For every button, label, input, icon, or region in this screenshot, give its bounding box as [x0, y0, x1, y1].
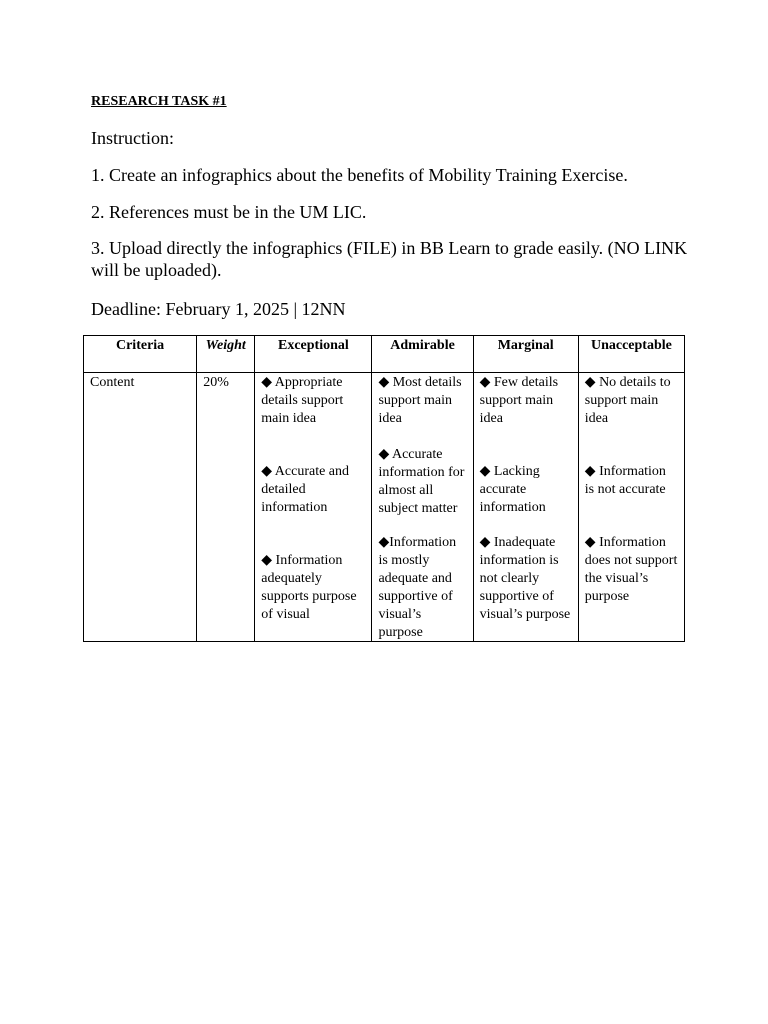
header-admirable: Admirable: [372, 336, 473, 373]
rubric-table: [83, 335, 685, 642]
header-marginal: Marginal: [473, 336, 578, 373]
instruction-item-2: 2. References must be in the UM LIC.: [91, 202, 367, 222]
cell-weight: 20%: [197, 373, 255, 642]
marginal-point-3: ◆ Inadequate information is not clearly supportive of visual’s purpose: [479, 535, 571, 622]
instruction-item-1: 1. Create an infographics about the benefits of Mobility Training Exercise.: [91, 165, 628, 185]
header-exceptional: Exceptional: [255, 336, 372, 373]
exceptional-point-2: ◆ Accurate and detailed information: [261, 464, 350, 515]
cell-criteria: Content: [84, 373, 197, 642]
cell-marginal: [473, 373, 578, 642]
rubric-header-row: [84, 336, 685, 373]
admirable-point-1: ◆ Most details support main idea: [378, 375, 462, 426]
marginal-point-2: ◆ Lacking accurate information: [479, 464, 546, 515]
unacceptable-point-2: ◆ Information is not accurate: [584, 464, 666, 497]
unacceptable-point-1: ◆ No details to support main idea: [584, 375, 671, 426]
exceptional-point-3: ◆ Information adequately supports purpose of visual: [261, 553, 357, 622]
cell-admirable: [372, 373, 473, 642]
document-title: RESEARCH TASK #1: [91, 94, 227, 109]
instruction-label: Instruction:: [91, 128, 174, 148]
admirable-point-2: ◆ Accurate information for almost all subject matter: [378, 447, 465, 516]
header-unacceptable: Unacceptable: [578, 336, 684, 373]
cell-exceptional: [255, 373, 372, 642]
unacceptable-point-3: ◆ Information does not support the visual’s purpose: [584, 535, 678, 604]
marginal-point-1: ◆ Few details support main idea: [479, 375, 559, 426]
instruction-item-3: 3. Upload directly the infographics (FILE) in BB Learn to grade easily. (NO LINK will be uploaded).: [91, 238, 688, 280]
deadline: Deadline: February 1, 2025 | 12NN: [91, 299, 346, 319]
exceptional-point-1: ◆ Appropriate details support main idea: [261, 375, 344, 426]
header-weight: Weight: [197, 336, 255, 373]
table-row: [84, 373, 685, 642]
cell-unacceptable: [578, 373, 684, 642]
admirable-point-3: ◆Information is mostly adequate and supportive of visual’s purpose: [378, 535, 457, 640]
header-criteria: Criteria: [84, 336, 197, 373]
